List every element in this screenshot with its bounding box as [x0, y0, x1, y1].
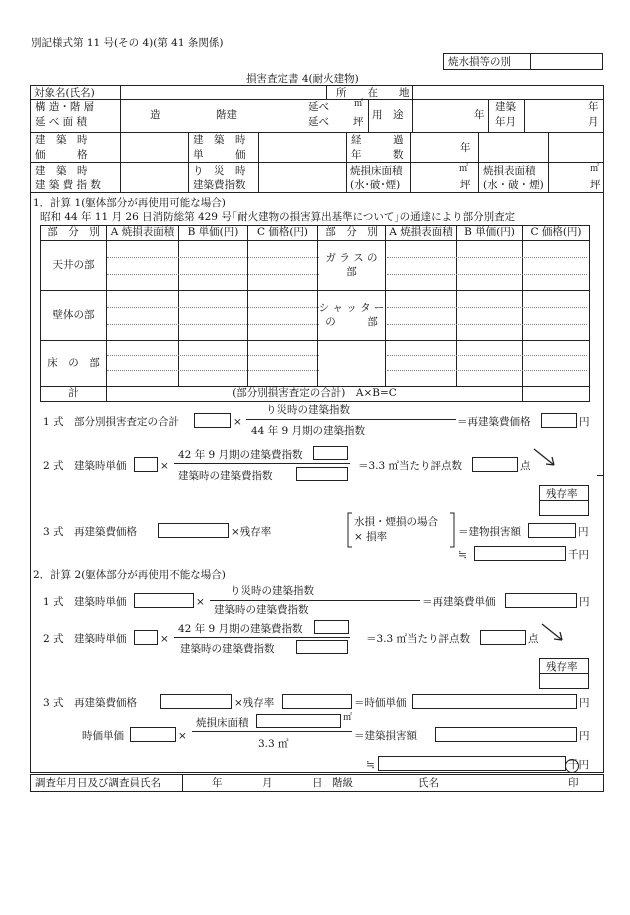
c2-f1-result-input[interactable]	[505, 593, 577, 608]
c1-f2-result-label: ＝3.3 ㎡当たり評点数	[358, 460, 463, 472]
location-label: 所 在 地	[336, 87, 410, 99]
youto-label: 用 途	[372, 109, 404, 121]
nobe-tsubo-label: 延べ	[308, 116, 329, 128]
blank-b-cell[interactable]	[457, 341, 523, 387]
c1-f1-result-input[interactable]	[541, 413, 577, 428]
c2-f2-num-input[interactable]	[314, 620, 349, 634]
target-name-label: 対象名(氏名)	[34, 87, 95, 99]
water-damage-label: 焼水損等の別	[448, 56, 511, 68]
col-c-header: C 価格(円)	[256, 226, 309, 239]
c2-f1-input[interactable]	[134, 593, 194, 608]
floor-c-cell[interactable]	[248, 341, 318, 387]
calc1-heading: 1．計算 1(躯体部分が再使用可能な場合)	[33, 197, 226, 209]
c1-f3-result-input[interactable]	[528, 523, 576, 538]
c1-f3-input[interactable]	[158, 523, 229, 538]
row-glass-2: 部	[346, 265, 357, 278]
footer-day: 日	[312, 777, 323, 789]
blank-a-cell[interactable]	[386, 341, 457, 387]
col-part-header: 部 分 別	[47, 226, 100, 239]
c1-f2-input[interactable]	[134, 457, 158, 472]
keika-year-unit: 年	[460, 142, 471, 154]
survey-label: 調査年月日及び調査員氏名	[35, 777, 161, 789]
chiku-year-unit: 年	[588, 101, 599, 113]
c1-f1-denominator: 44 年 9 月期の建築指数	[251, 425, 366, 437]
row-shutter-1: シ ャ ッ タ ー	[318, 302, 385, 315]
c1-f2-result-input[interactable]	[472, 457, 518, 472]
c2-f1-label: 1 式 建築時単価	[43, 596, 127, 608]
point-unit-2: 点	[528, 633, 539, 645]
c2-f3-zanson-input[interactable]	[282, 694, 352, 709]
c2-f2-result-label: ＝3.3 ㎡当たり評点数	[366, 633, 471, 645]
c1-f1-input[interactable]	[194, 413, 231, 428]
c1-f2-num-input[interactable]	[313, 446, 348, 460]
c2-m2-unit: ㎡	[343, 713, 353, 723]
c1-thousand-input[interactable]	[474, 546, 566, 561]
c1-f1-result-label: ＝再建築費価格	[457, 416, 531, 428]
chiku-label-2: 年月	[495, 116, 516, 128]
c2-zanson-input[interactable]	[539, 673, 589, 689]
col-a-header-2: A 焼損表面積	[389, 226, 453, 239]
form-number: 別記様式第 11 号(その 4)(第 41 条関係)	[31, 37, 224, 49]
c2-f2-result-input[interactable]	[480, 630, 526, 645]
m2-unit: ㎡	[354, 99, 364, 109]
row-ceiling: 天井の部	[52, 258, 95, 271]
kenchiku-ji-tanka-label: 建 築 時	[193, 134, 246, 146]
hyomen-label-2: (水・破・煙)	[483, 179, 544, 191]
row-total: 計	[68, 387, 79, 400]
structure-label-2: 延 べ 面 積	[35, 116, 88, 128]
kenchiku-ji-label: 建 築 時	[35, 134, 88, 146]
c1-f3-zanson: ×残存率	[231, 526, 272, 538]
c2-jika-label: 時価単価	[82, 730, 124, 742]
col-a-header: A 焼損表面積	[110, 226, 175, 239]
yen-unit-3: 円	[579, 596, 590, 608]
shisu-label-1: 建 築 時	[35, 165, 88, 177]
shiso-m2-unit: ㎡	[459, 164, 469, 174]
row-glass-1: ガ ラ ス の	[325, 252, 378, 265]
c1-f2-label: 2 式 建築時単価	[43, 460, 127, 472]
c1-zanson-label: 残存率	[546, 488, 578, 500]
shutter-b-cell[interactable]	[457, 291, 523, 341]
calc2-heading: 2．計算 2(躯体部分が再使用不能な場合)	[33, 569, 226, 581]
shiso-floor-label-2: (水･破･煙)	[350, 179, 401, 191]
row-shutter-2: の 部	[325, 315, 378, 328]
blank-c-cell[interactable]	[523, 341, 590, 387]
ceiling-c-cell[interactable]	[248, 241, 318, 291]
c1-f1-numerator: り災時の建築指数	[266, 404, 350, 416]
zou-label: 造	[150, 109, 161, 121]
target-name-field[interactable]	[121, 86, 326, 99]
shutter-c-cell[interactable]	[523, 291, 590, 341]
c1-f2-numerator: 42 年 9 月期の建築費指数	[178, 449, 303, 461]
glass-b-cell[interactable]	[457, 241, 523, 291]
c1-f3-result-label: ＝建物損害額	[458, 526, 521, 538]
times-sign-2: ×	[160, 460, 169, 472]
c1-f3-label: 3 式 再建築費価格	[43, 526, 138, 538]
thousand-yen-unit: 千円	[568, 549, 589, 561]
c2-f3-zanson: ×残存率	[234, 697, 275, 709]
kakaku-label: 価 格	[35, 149, 88, 161]
col-b-header: B 単価(円)	[187, 226, 239, 239]
form-title: 損害査定書 4(耐火建物)	[246, 73, 359, 85]
c1-f2-denominator: 建築時の建築費指数	[178, 470, 273, 482]
stamp-circle-icon	[564, 758, 580, 774]
keika-label: 経 過	[351, 134, 404, 146]
c2-thousand-input[interactable]	[378, 756, 566, 771]
chiku-label-1: 建築	[495, 101, 516, 113]
yen-unit-5: 円	[579, 730, 590, 742]
chiku-month-unit: 月	[588, 116, 599, 128]
times-sign-5: ×	[178, 730, 187, 742]
c2-f1-result-label: ＝再建築費単価	[422, 596, 496, 608]
partial-assessment-table	[40, 225, 590, 402]
times-sign: ×	[233, 416, 242, 428]
c1-f2-den-input[interactable]	[296, 467, 348, 481]
times-sign-3: ×	[196, 596, 205, 608]
hyomen-tsubo-unit: 坪	[590, 179, 601, 191]
shiso-tsubo-unit: 坪	[460, 179, 471, 191]
c2-f2-den-input[interactable]	[296, 640, 348, 654]
c2-zanson-label: 残存率	[546, 661, 578, 673]
hyomen-m2-unit: ㎡	[590, 164, 600, 174]
tsubo-unit: 坪	[353, 116, 364, 128]
survey-field[interactable]	[183, 775, 563, 791]
saiji-label-2: 建築費指数	[193, 179, 246, 191]
tanka-label: 単 価	[193, 149, 246, 161]
c2-f3-input[interactable]	[160, 694, 232, 709]
wall-a-cell[interactable]	[107, 291, 179, 341]
c2-f3-result-input[interactable]	[412, 694, 577, 709]
c2-f3-result-label: ＝時価単価	[354, 697, 407, 709]
c2-shiso-input[interactable]	[256, 714, 341, 728]
footer-month: 月	[262, 777, 273, 789]
c1-f1-label: 1 式 部分別損害査定の合計	[43, 416, 180, 428]
c2-f2-input[interactable]	[134, 630, 158, 645]
c1-f3-bracket-2: × 損率	[354, 531, 388, 543]
nobe-m2-label: 延べ	[308, 101, 329, 113]
footer-name: 氏名	[418, 777, 439, 789]
c2-f4-result-input[interactable]	[435, 727, 577, 742]
c2-f1-denominator: 建築時の建築費指数	[214, 604, 309, 616]
c2-f2-denominator: 建築時の建築費指数	[180, 643, 275, 655]
arrow-down-right-icon	[532, 447, 558, 469]
arrow-down-right-icon-2	[540, 622, 566, 644]
wall-c-cell[interactable]	[248, 291, 318, 341]
ceiling-a-cell[interactable]	[107, 241, 179, 291]
c2-f2-label: 2 式 建築時単価	[43, 633, 127, 645]
footer-seal: 印	[568, 777, 579, 789]
floor-a-cell[interactable]	[107, 341, 179, 387]
blank-part-cell	[318, 341, 386, 387]
approx-sign: ≒	[458, 549, 467, 561]
glass-c-cell[interactable]	[523, 241, 590, 291]
row-wall: 壁体の部	[52, 308, 95, 321]
ceiling-b-cell[interactable]	[179, 241, 248, 291]
structure-label-1: 構 造・階 層	[35, 101, 95, 113]
col-b-header-2: B 単価(円)	[464, 226, 515, 239]
col-part-header-2: 部 分 別	[325, 226, 378, 239]
footer-year: 年	[212, 777, 223, 789]
year-unit: 年	[474, 109, 485, 121]
thousand-yen-unit-2: 千円	[568, 759, 589, 771]
hyomen-label-1: 焼損表面積	[483, 165, 536, 177]
nensu-label: 年 数	[351, 149, 404, 161]
saiji-label-1: り 災 時	[193, 165, 246, 177]
wall-b-cell[interactable]	[179, 291, 248, 341]
calc1-notice: 昭和 44 年 11 月 26 日消防総第 429 号｢耐火建物の損害算出基準について｣の通達により部分別査定	[40, 211, 516, 223]
c2-f3-label: 3 式 再建築費価格	[43, 697, 138, 709]
c1-f3-bracket-1: 水損・煙損の場合	[354, 516, 438, 528]
floor-b-cell[interactable]	[179, 341, 248, 387]
c2-shiso-denominator: 3.3 ㎡	[258, 738, 289, 750]
shisu-label-2: 建 築 費 指 数	[35, 179, 101, 191]
row-floor: 床 の 部	[47, 356, 100, 369]
yen-unit: 円	[579, 416, 590, 428]
glass-a-cell[interactable]	[386, 241, 457, 291]
c2-f4-result-label: ＝建築損害額	[354, 730, 417, 742]
kaidate-label: 階建	[216, 109, 237, 121]
c1-zanson-input[interactable]	[539, 500, 589, 516]
c2-shiso-numerator: 焼損床面積	[196, 717, 249, 729]
point-unit: 点	[520, 460, 531, 472]
c2-f1-numerator: り災時の建築指数	[230, 585, 314, 597]
shiso-floor-label-1: 焼損床面積	[350, 165, 403, 177]
yen-unit-4: 円	[579, 697, 590, 709]
c2-jika-input[interactable]	[130, 727, 176, 742]
approx-sign-2: ≒	[366, 759, 375, 771]
yen-unit-2: 円	[578, 526, 589, 538]
times-sign-4: ×	[160, 633, 169, 645]
water-damage-field[interactable]	[531, 54, 602, 69]
footer-rank: 階級	[332, 777, 353, 789]
total-note: (部分別損害査定の合計) A×B=C	[232, 387, 397, 400]
col-c-header-2: C 価格(円)	[530, 226, 582, 239]
c2-f2-numerator: 42 年 9 月期の建築費指数	[178, 623, 303, 635]
shutter-a-cell[interactable]	[386, 291, 457, 341]
location-field[interactable]	[413, 86, 603, 99]
total-c-cell[interactable]	[523, 387, 590, 402]
